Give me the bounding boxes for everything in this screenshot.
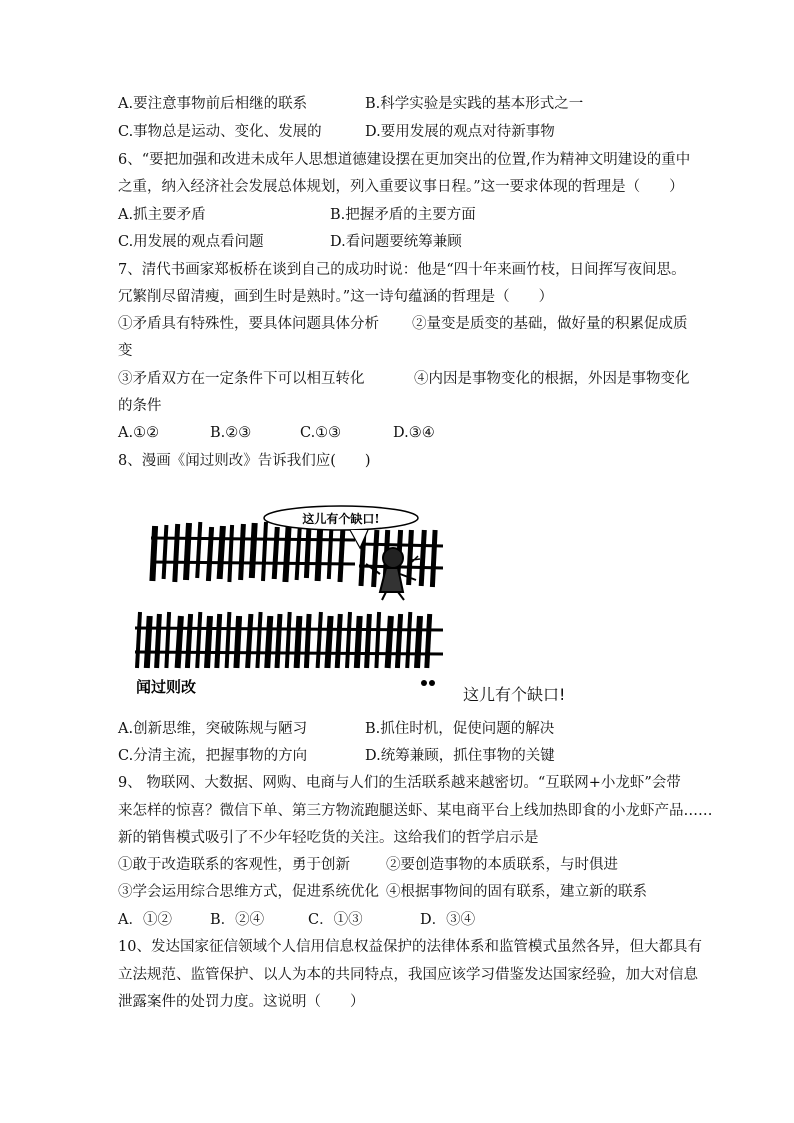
cartoon-image [128,500,458,700]
cartoon-caption: 这儿有个缺口! [463,685,566,704]
q9-statement-4: ④根据事物间的固有联系，建立新的联系 [386,884,647,900]
q10-stem-line-1: 10、发达国家征信领域个人信用信息权益保护的法律体系和监管模式虽然各异，但大都具有 [118,939,702,955]
q6-option-d: D.看问题要统筹兼顾 [330,234,462,250]
q9-statement-2: ②要创造事物的本质联系，与时俱进 [386,857,618,873]
q7-statement-2-cont: 变 [118,343,133,359]
q9-statement-3: ③学会运用综合思维方式，促进系统优化 [118,884,379,900]
q6-option-a: A.抓主要矛盾 [118,207,206,223]
q9-option-d: D．③④ [420,912,476,928]
q7-statement-2: ②量变是质变的基础，做好量的积累促成质 [412,316,688,332]
q10-stem-line-2: 立法规范、监管保护、以人为本的共同特点，我国应该学习借鉴发达国家经验，加大对信息 [118,967,698,983]
q7-statement-3: ③矛盾双方在一定条件下可以相互转化 [118,371,365,387]
q8-option-a: A.创新思维，突破陈规与陋习 [118,721,308,737]
q5-option-c: C.事物总是运动、变化、发展的 [118,124,322,140]
q7-option-a: A.①② [118,425,160,441]
q6-stem-line-1: 6、“要把加强和改进未成年人思想道德建设摆在更加突出的位置,作为精神文明建设的重中 [118,152,691,168]
q5-option-a: A.要注意事物前后相继的联系 [118,96,308,112]
q9-option-c: C．①③ [308,912,363,928]
q7-stem-line-2: 冗繁削尽留清瘦，画到生时是熟时。”这一诗句蕴涵的哲理是（ ） [118,289,554,305]
q9-option-b: B．②④ [210,912,265,928]
q8-option-b: B.抓住时机，促使问题的解决 [365,721,555,737]
q5-option-d: D.要用发展的观点对待新事物 [365,124,555,140]
q10-stem-line-3: 泄露案件的处罚力度。这说明（ ） [118,994,365,1010]
q9-stem-line-3: 新的销售模式吸引了不少年轻吃货的关注。这给我们的哲学启示是 [118,830,539,846]
q7-option-d: D.③④ [393,425,435,441]
fence-bottom [135,612,443,668]
q7-option-b: B.②③ [210,425,252,441]
q7-statement-1: ①矛盾具有特殊性，要具体问题具体分析 [118,316,379,332]
q9-stem-line-1: 9、 物联网、大数据、网购、电商与人们的生活联系越来越密切。“互联网+小龙虾”会带 [118,775,681,791]
q7-statement-4: ④内因是事物变化的根据，外因是事物变化 [414,371,690,387]
cartoon-title: 闻过则改 [136,678,197,696]
q7-statement-4-cont: 的条件 [118,398,162,414]
q9-option-a: A．①② [118,912,172,928]
q5-option-b: B.科学实验是实践的基本形式之一 [365,96,584,112]
q8-option-d: D.统筹兼顾，抓住事物的关键 [365,748,555,764]
q9-stem-line-2: 来怎样的惊喜？微信下单、第三方物流跑腿送虾、某电商平台上线加热即食的小龙虾产品…… [118,803,713,819]
q6-option-b: B.把握矛盾的主要方面 [330,207,476,223]
q9-statement-1: ①敢于改造联系的客观性，勇于创新 [118,857,350,873]
q8-stem: 8、漫画《闻过则改》告诉我们应( ) [118,453,371,469]
q7-option-c: C.①③ [300,425,342,441]
speech-bubble-text: 这儿有个缺口! [302,512,380,526]
q6-option-c: C.用发展的观点看问题 [118,234,264,250]
q7-stem-line-1: 7、清代书画家郑板桥在谈到自己的成功时说：他是“四十年来画竹枝，日间挥写夜间思。 [118,262,686,278]
q8-option-c: C.分清主流，把握事物的方向 [118,748,308,764]
q6-stem-line-2: 之重，纳入经济社会发展总体规划，列入重要议事日程。”这一要求体现的哲理是（ ） [118,179,684,195]
